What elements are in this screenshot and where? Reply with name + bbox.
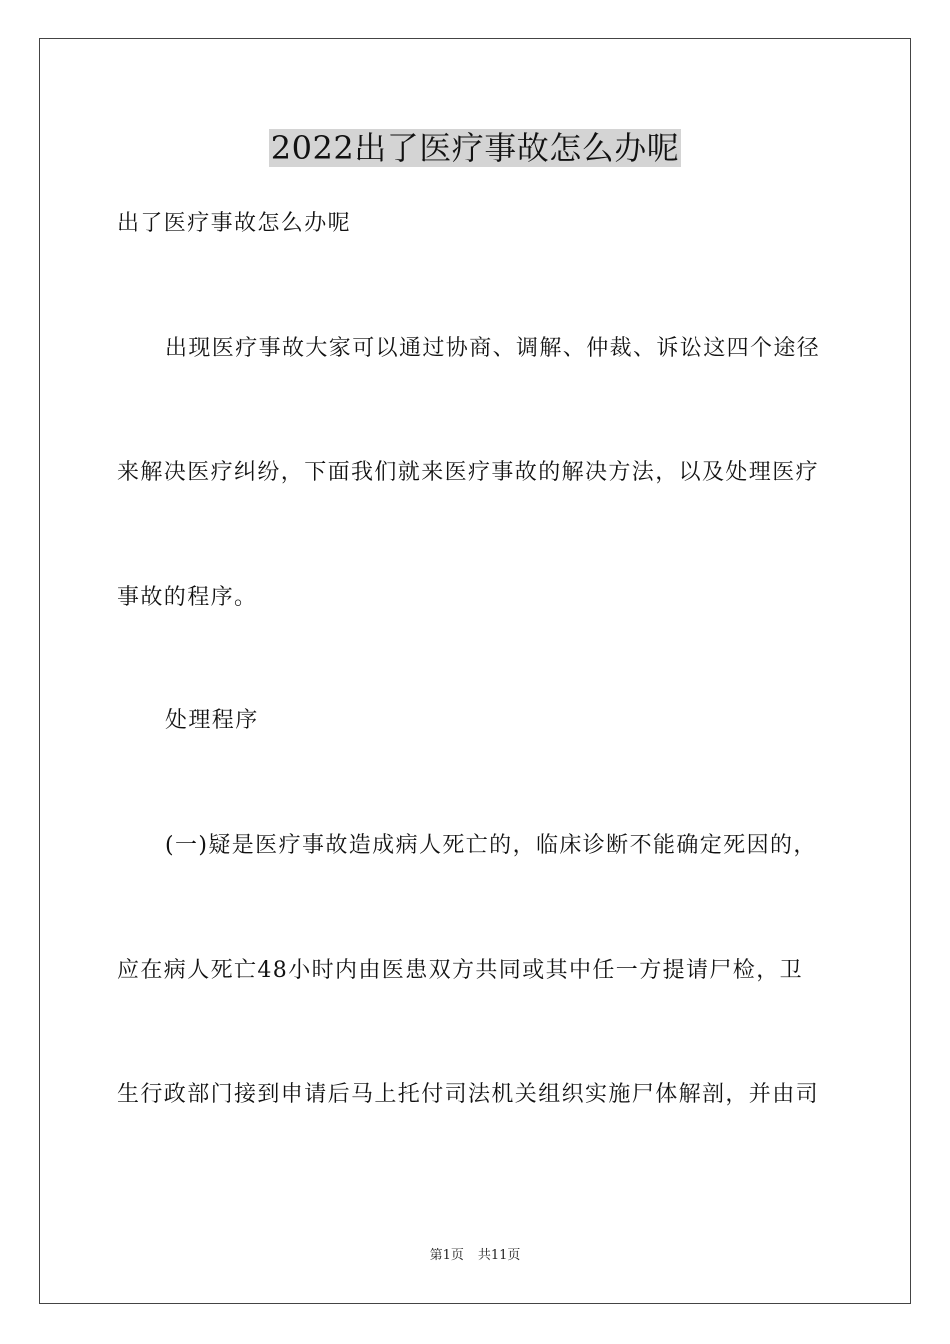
- body-line-5: (一)疑是医疗事故造成病人死亡的，临床诊断不能确定死因的，: [165, 833, 817, 858]
- body-line-7: 生行政部门接到申请后马上托付司法机关组织实施尸体解剖，并由司: [117, 1082, 820, 1107]
- body-line-1: 出现医疗事故大家可以通过协商、调解、仲裁、诉讼这四个途径: [165, 336, 821, 361]
- document-subtitle: 出了医疗事故怎么办呢: [117, 211, 352, 236]
- page-footer: [0, 1246, 950, 1266]
- section-heading: 处理程序: [165, 708, 259, 733]
- page-total: 共11页: [477, 1248, 521, 1263]
- body-line-2: 来解决医疗纠纷，下面我们就来医疗事故的解决方法，以及处理医疗: [117, 460, 820, 485]
- body-line-6: 应在病人死亡48小时内由医患双方共同或其中任一方提请尸检，卫: [117, 958, 803, 983]
- document-title: [0, 126, 950, 170]
- page-number: 第1页: [429, 1248, 464, 1263]
- body-line-3: 事故的程序。: [117, 585, 258, 610]
- document-title-text: 2022出了医疗事故怎么办呢: [270, 129, 680, 167]
